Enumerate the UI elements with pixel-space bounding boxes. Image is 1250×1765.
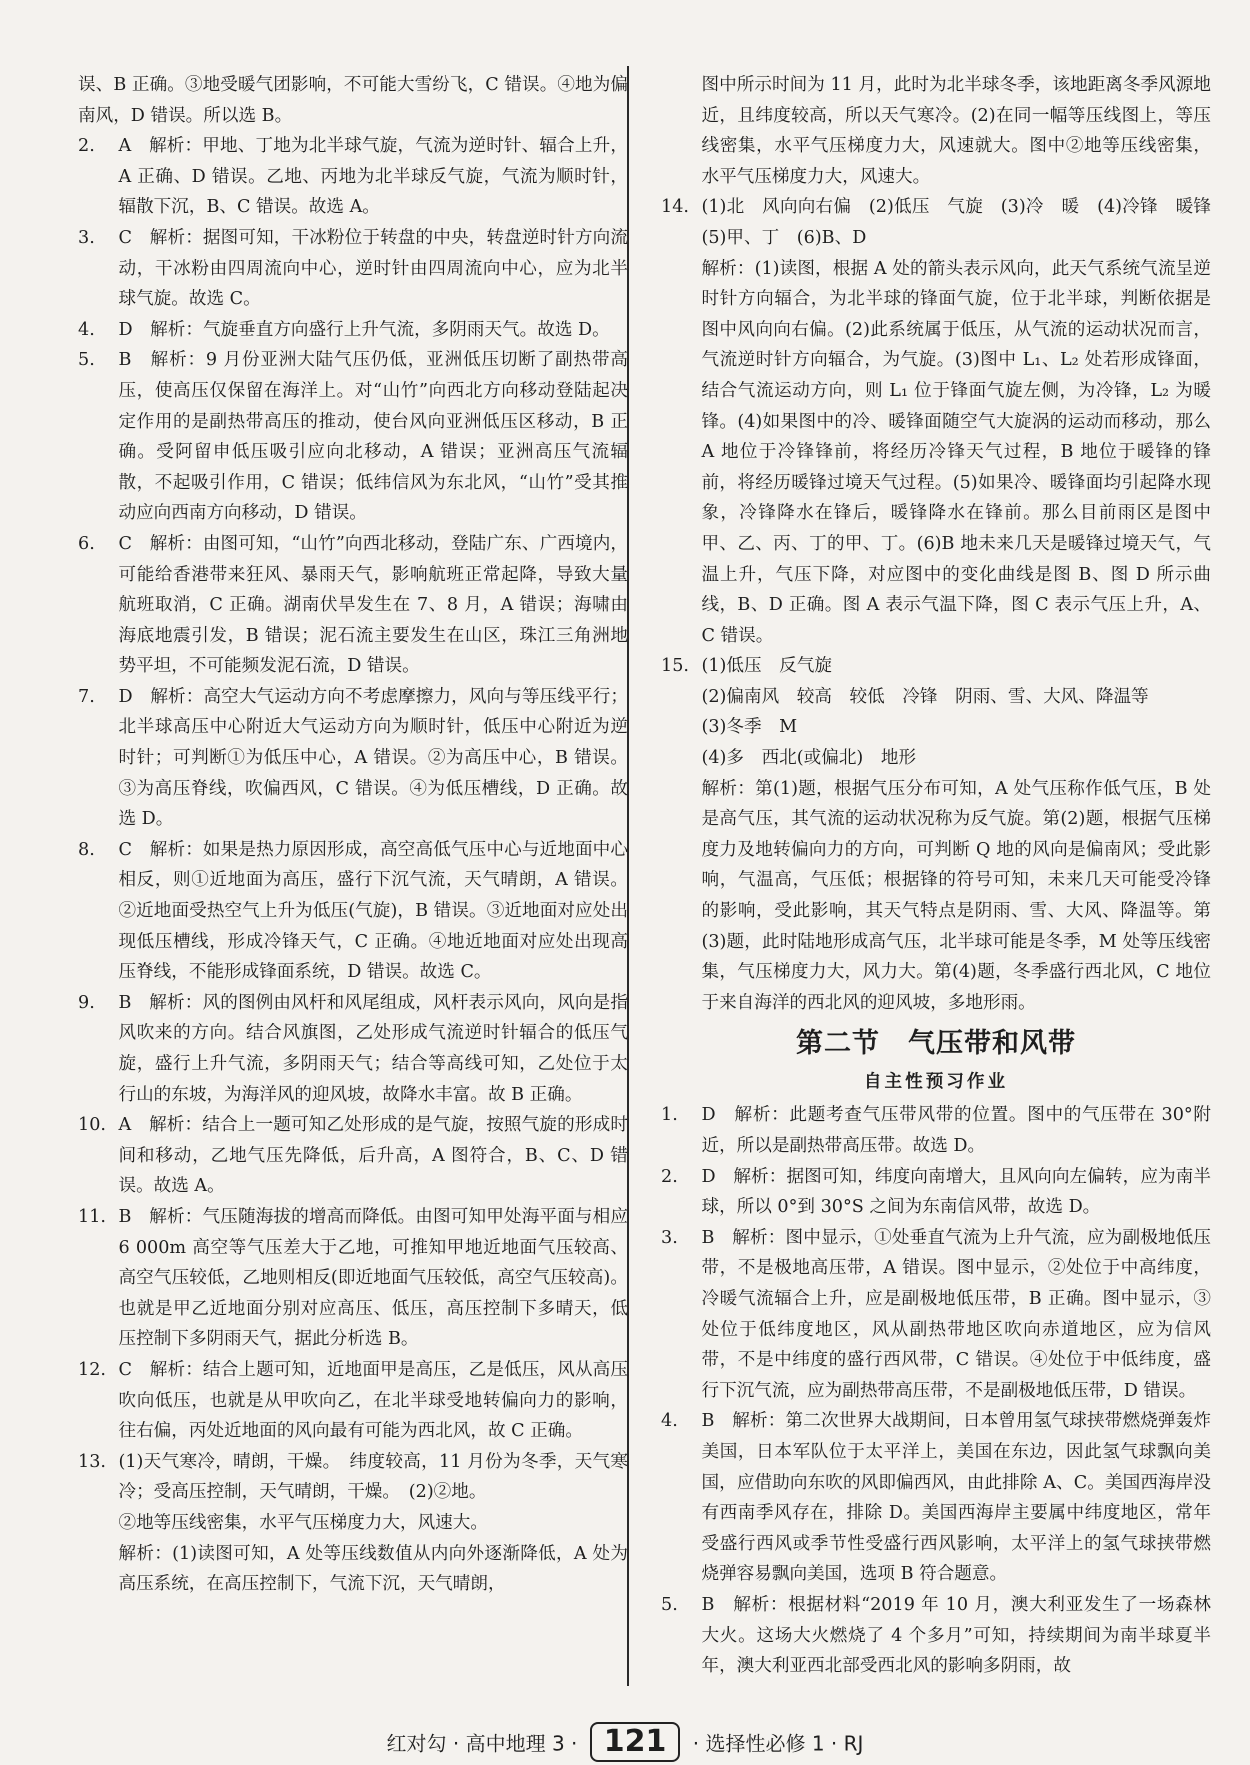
- answer-text: C 解析：如果是热力原因形成，高空高低气压中心与近地面中心相反，则①近地面为高压，盛行下沉气流，天气晴朗，A 错误。②近地面受热空气上升为低压(气旋)，B 错误。③近地面对应处出现低压槽线，形成冷锋天气，C 正确。④地近地面对应处出现高压脊线，不能形成锋面系统，D 错误。故选 C。: [118, 839, 628, 983]
- answer-13-line-2: ②地等压线密集，水平气压梯度力大，风速大。: [118, 1512, 488, 1533]
- answer-15-explanation: 解析：第(1)题，根据气压分布可知，A 处气压称作低气压，B 处是高气压，其气流的运动状况称为反气旋。第(2)题，根据气压梯度力及地转偏向力的方向，可判断 Q 地的风向是偏南风；受此影响，气温高，气压低；根据锋的符号可知，未来几天可能受冷锋的影响，受此影响，其天气特点是阴雨、雪、大风、降温等。第(3)题，此时陆地形成高气压，北半球可能是冬季，M 处等压线密集，气压梯度力大，风力大。第(4)题，冬季盛行西北风，C 地位于来自海洋的西北风的迎风坡，多地形雨。: [701, 778, 1211, 1013]
- page-footer: [0, 1722, 1250, 1762]
- answer-text: B 解析：风的图例由风杆和风尾组成，风杆表示风向，风向是指风吹来的方向。结合风旗图，乙处形成气流逆时针辐合的低压气旋，盛行上升气流，多阴雨天气；结合等高线可知，乙处位于太行山的东坡，为海洋风的迎风坡，故降水丰富。故 B 正确。: [118, 992, 628, 1105]
- answer-7: [78, 682, 628, 835]
- answer-number: 13.: [78, 1451, 106, 1472]
- answer-number: 4.: [661, 1411, 678, 1432]
- section2-answer-5: [661, 1590, 1211, 1682]
- answer-text: (1)天气寒冷，晴朗，干燥。 纬度较高，11 月份为冬季，天气寒冷；受高压控制，天气晴朗，干燥。 (2)②地。: [118, 1451, 628, 1503]
- section-title: 第二节 气压带和风带: [796, 1028, 1076, 1060]
- answer-text: C 解析：结合上题可知，近地面甲是高压，乙是低压，风从高压吹向低压，也就是从甲吹向乙，在北半球受地转偏向力的影响，往右偏，丙处近地面的风向最有可能为西北风，故 C 正确。: [118, 1359, 628, 1442]
- answer-13-explanation: 解析：(1)读图可知，A 处等压线数值从内向外逐渐降低，A 处为高压系统，在高压控制下，气流下沉，天气晴朗，: [118, 1543, 628, 1595]
- answer-continuation: 误、B 正确。③地受暖气团影响，不可能大雪纷飞，C 错误。④地为偏南风，D 错误。所以选 B。: [78, 75, 628, 126]
- answer-number: 11.: [78, 1206, 106, 1227]
- answer-13: [78, 1447, 628, 1508]
- answer-14: [661, 192, 1229, 253]
- answer-number: 2.: [78, 136, 95, 157]
- answer-9: [78, 988, 628, 1110]
- answer-number: 4.: [78, 319, 95, 340]
- answer-number: 5.: [78, 350, 95, 371]
- answer-15: [661, 651, 1211, 682]
- section2-answer-4: [661, 1406, 1211, 1590]
- footer-edition: · 选择性必修 1 · RJ: [692, 1731, 864, 1756]
- answer-number: 1.: [661, 1105, 678, 1126]
- answer-number: 9.: [78, 992, 95, 1013]
- answer-text: C 解析：据图可知，干冰粉位于转盘的中央，转盘逆时针方向流动，干冰粉由四周流向中心，逆时针由四周流向中心，应为北半球气旋。故选 C。: [118, 227, 628, 310]
- answer-text: B 解析：根据材料“2019 年 10 月，澳大利亚发生了一场森林大火。这场大火燃烧了 4 个多月”可知，持续期间为南半球夏半年，澳大利亚西北部受西北风的影响多阴雨，故: [701, 1594, 1211, 1677]
- left-column: [78, 70, 628, 1600]
- footer-book-title: 红对勾 · 高中地理 3 ·: [386, 1731, 578, 1756]
- answer-5: [78, 345, 628, 529]
- answer-11: [78, 1202, 628, 1355]
- answer-15-part-3: (3)冬季 M: [701, 717, 798, 738]
- section2-answer-3: [661, 1223, 1211, 1407]
- answer-text: (1)低压 反气旋: [701, 656, 832, 677]
- answer-number: 8.: [78, 839, 95, 860]
- answer-3: [78, 223, 628, 315]
- right-column: [661, 70, 1229, 1682]
- answer-text: C 解析：由图可知，“山竹”向西北移动，登陆广东、广西境内，可能给香港带来狂风、暴雨天气，影响航班正常起降，导致大量航班取消，C 正确。湖南伏旱发生在 7、8 月，A 错误；海啸由海底地震引发，B 错误；泥石流主要发生在山区，珠江三角洲地势平坦，不可能频发泥石流，D 错误。: [118, 533, 628, 677]
- answer-number: 12.: [78, 1359, 106, 1380]
- answer-14-explanation: 解析：(1)读图，根据 A 处的箭头表示风向，此天气系统气流呈逆时针方向辐合，为北半球的锋面气旋，位于北半球，判断依据是图中风向向右偏。(2)此系统属于低压，从气流的运动状况而言，气流逆时针方向辐合，为气旋。(3)图中 L₁、L₂ 处若形成锋面，结合气流运动方向，则 L₁ 位于锋面气旋左侧，为冷锋，L₂ 为暖锋。(4)如果图中的冷、暖锋面随空气大旋涡的运动而移动，那么 A 地位于冷锋锋前，将经历冷锋天气过程，B 地位于暖锋的锋前，将经历暖锋过境天气过程。(5)如果冷、暖锋面均引起降水现象，冷锋降水在锋后，暖锋降水在锋前。那么目前雨区是图中甲、乙、丙、丁的甲、丁。(6)B 地未来几天是暖锋过境天气，气温上升，气压下降，对应图中的变化曲线是图 B、图 D 所示曲线，B、D 正确。图 A 表示气温下降，图 C 表示气压上升，A、C 错误。: [701, 258, 1211, 646]
- answer-number: 2.: [661, 1166, 678, 1187]
- answer-13-explanation-cont: 图中所示时间为 11 月，此时为北半球冬季，该地距离冬季风源地近，且纬度较高，所以天气寒冷。(2)在同一幅等压线图上，等压线密集，水平气压梯度力大，风速就大。图中②地等压线密集，水平气压梯度力大，风速大。: [701, 75, 1211, 187]
- answer-number: 6.: [78, 533, 95, 554]
- answer-2: [78, 131, 628, 223]
- answer-text: D 解析：据图可知，纬度向南增大，且风向向左偏转，应为南半球，所以 0°到 30°S 之间为东南信风带，故选 D。: [701, 1166, 1211, 1218]
- answer-text: D 解析：此题考查气压带风带的位置。图中的气压带在 30°附近，所以是副热带高压带。故选 D。: [701, 1105, 1211, 1156]
- answer-number: 3.: [661, 1227, 678, 1248]
- answer-15-part-2: (2)偏南风 较高 较低 冷锋 阴雨、雪、大风、降温等: [701, 686, 1149, 707]
- answer-number: 14.: [661, 197, 689, 218]
- answer-text: A 解析：结合上一题可知乙处形成的是气旋，按照气旋的形成时间和移动，乙地气压先降低，后升高，A 图符合，B、C、D 错误。故选 A。: [118, 1115, 628, 1197]
- answer-text: D 解析：高空大气运动方向不考虑摩擦力，风向与等压线平行；北半球高压中心附近大气运动方向为顺时针，低压中心附近为逆时针；可判断①为低压中心，A 错误。②为高压中心，B 错误。③为高压脊线，吹偏西风，C 错误。④为低压槽线，D 正确。故选 D。: [118, 686, 628, 830]
- answer-text: D 解析：气旋垂直方向盛行上升气流，多阴雨天气。故选 D。: [118, 319, 610, 340]
- answer-number: 3.: [78, 227, 95, 248]
- answer-number: 7.: [78, 686, 95, 707]
- answer-text: B 解析：9 月份亚洲大陆气压仍低，亚洲低压切断了副热带高压，使高压仅保留在海洋上。对“山竹”向西北方向移动登陆起决定作用的是副热带高压的推动，使台风向亚洲低压区移动，B 正确。受阿留申低压吸引应向北移动，A 错误；亚洲高压气流辐散，不起吸引作用，C 错误；低纬信风为东北风，“山竹”受其推动应向西南方向移动，D 错误。: [118, 350, 628, 524]
- answer-4: [78, 315, 628, 346]
- subsection-title: 自主性预习作业: [863, 1071, 1009, 1093]
- section2-answer-2: [661, 1162, 1211, 1223]
- section2-answer-1: [661, 1100, 1211, 1161]
- answer-8: [78, 835, 628, 988]
- answer-text: B 解析：图中显示，①处垂直气流为上升气流，应为副极地低压带，不是极地高压带，A 错误。图中显示，②处位于中高纬度，冷暖气流辐合上升，应是副极地低压带，B 正确。图中显示，③处位于低纬度地区，风从副热带地区吹向赤道地区，应为信风带，不是中纬度的盛行西风带，C 错误。④处位于中低纬度，盛行下沉气流，应为副热带高压带，不是副极地低压带，D 错误。: [701, 1227, 1211, 1401]
- answer-12: [78, 1355, 628, 1447]
- answer-text: B 解析：气压随海拔的增高而降低。由图可知甲处海平面与相应 6 000m 高空等气压差大于乙地，可推知甲地近地面气压较高、高空气压较低，乙地则相反(即近地面气压较低，高空气压较高)。也就是甲乙近地面分别对应高压、低压，高压控制下多晴天，低压控制下多阴雨天气，据此分析选 B。: [118, 1206, 628, 1350]
- answer-number: 5.: [661, 1594, 678, 1615]
- answer-number: 10.: [78, 1115, 106, 1136]
- page-number: 121: [590, 1722, 681, 1762]
- answer-text: (1)北 风向向右偏 (2)低压 气旋 (3)冷 暖 (4)冷锋 暖锋 (5)甲、丁 (6)B、D: [701, 197, 1229, 248]
- answer-number: 15.: [661, 656, 689, 677]
- answer-10: [78, 1110, 628, 1202]
- answer-15-part-4: (4)多 西北(或偏北) 地形: [701, 748, 917, 769]
- answer-6: [78, 529, 628, 682]
- answer-text: B 解析：第二次世界大战期间，日本曾用氢气球挟带燃烧弹轰炸美国，日本军队位于太平洋上，美国在东边，因此氢气球飘向美国，应借助向东吹的风即偏西风，由此排除 A、C。美国西海岸没有西南季风存在，排除 D。美国西海岸主要属中纬度地区，常年受盛行西风或季节性受盛行西风影响，太平洋上的氢气球挟带燃烧弹容易飘向美国，选项 B 符合题意。: [701, 1411, 1211, 1585]
- answer-text: A 解析：甲地、丁地为北半球气旋，气流为逆时针、辐合上升，A 正确、D 错误。乙地、丙地为北半球反气旋，气流为顺时针，辐散下沉，B、C 错误。故选 A。: [118, 136, 628, 218]
